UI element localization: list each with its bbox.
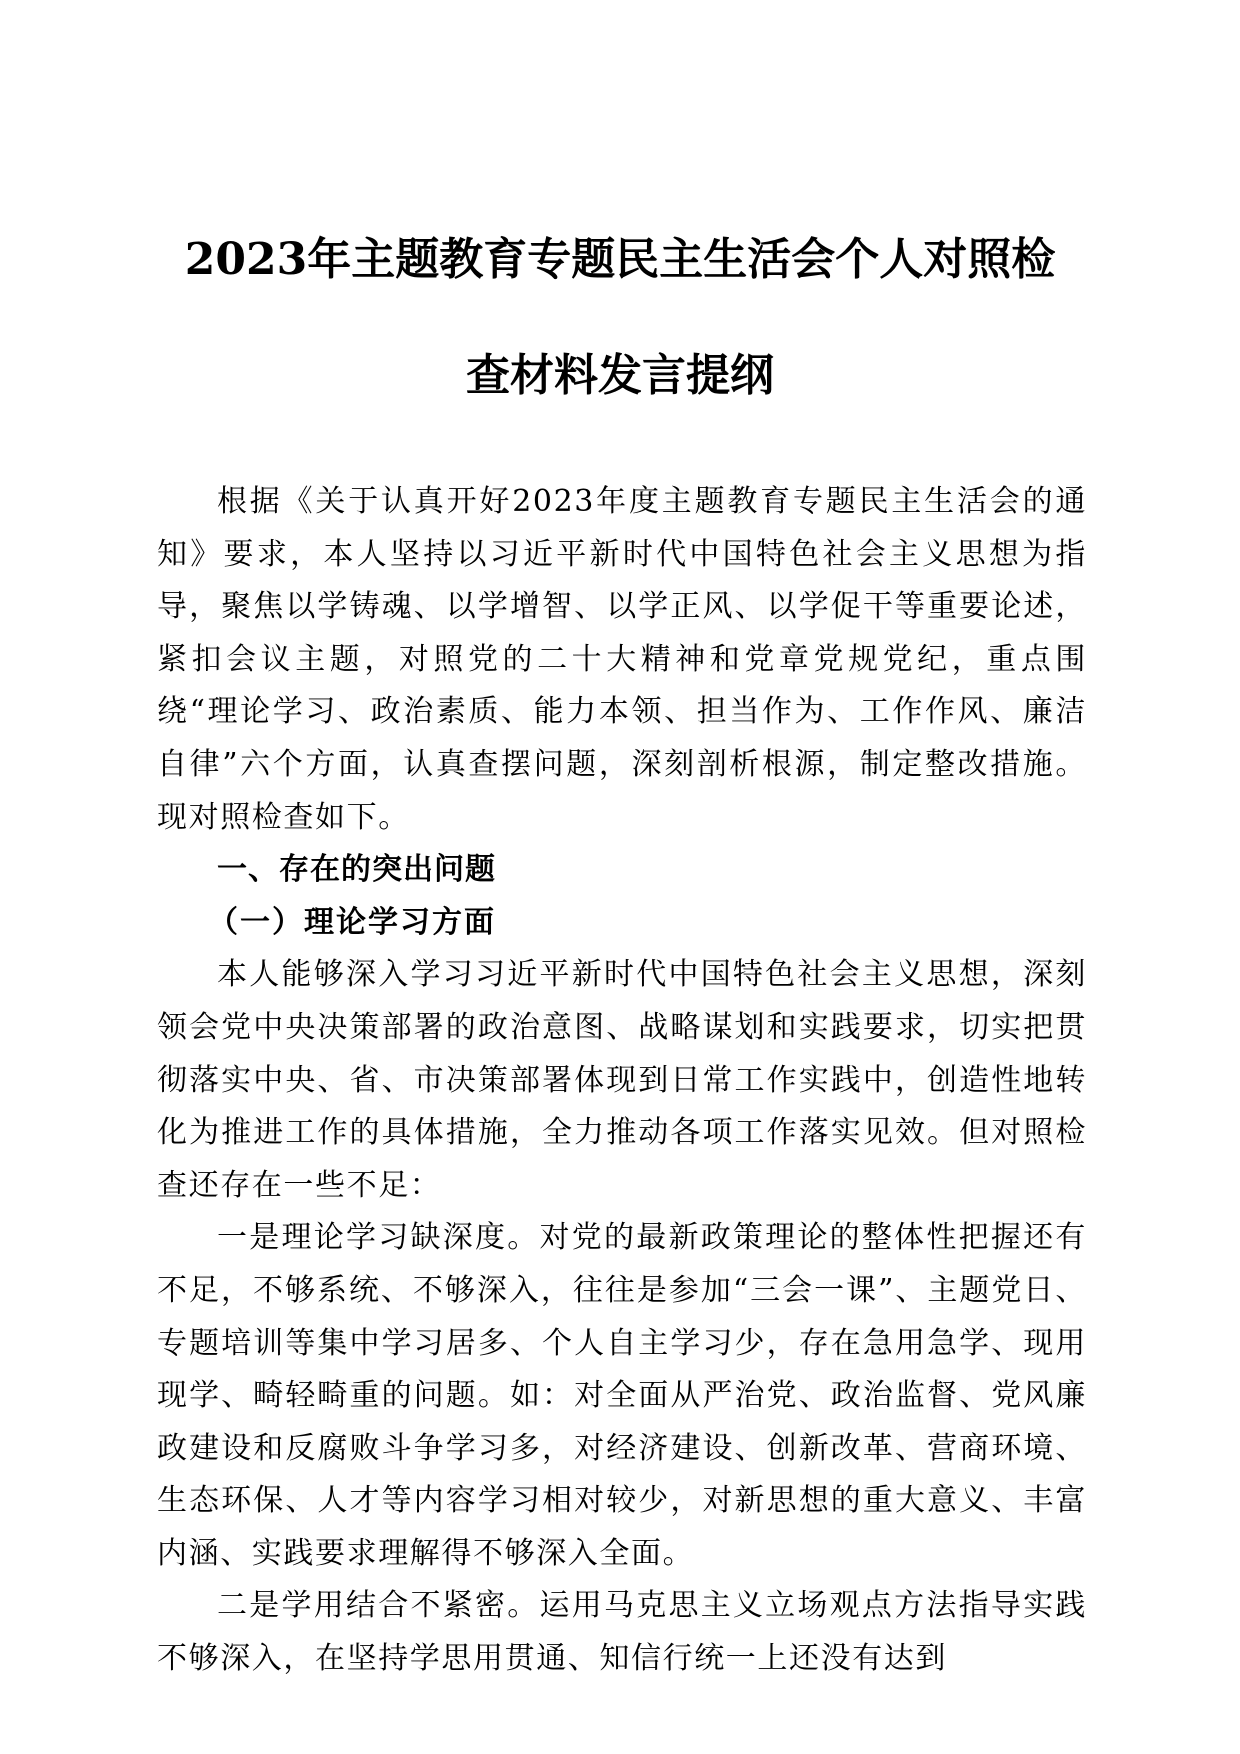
section-heading-problems: 一、存在的突出问题 [217, 852, 496, 888]
subsection-heading-theory-study: （一）理论学习方面 [208, 904, 496, 940]
point-one-paragraph: 一是理论学习缺深度。对党的最新政策理论的整体性把握还有不足，不够系统、不够深入，往往是参加“三会一课”、主题党日、专题培训等集中学习居多、个人自主学习少，存在急用急学、现用现学、畸轻畸重的问题。如：对全面从严治党、政治监督、党风廉政建设和反腐败斗争学习多，对经济建设、创新改革、营商环境、生态环保、人才等内容学习相对较少，对新思想的重大意义、丰富内涵、实践要求理解得不够深入全面。 [157, 1220, 1087, 1571]
document-title-line-2: 查材料发言提纲 [466, 350, 774, 401]
document-title-line-1: 2023年主题教育专题民主生活会个人对照检 [184, 234, 1056, 285]
overview-paragraph: 本人能够深入学习习近平新时代中国特色社会主义思想，深刻领会党中央决策部署的政治意图、战略谋划和实践要求，切实把贯彻落实中央、省、市决策部署体现到日常工作实践中，创造性地转化为推进工作的具体措施，全力推动各项工作落实见效。但对照检查还存在一些不足： [157, 957, 1087, 1203]
intro-paragraph: 根据《关于认真开好2023年度主题教育专题民主生活会的通知》要求，本人坚持以习近平新时代中国特色社会主义思想为指导，聚焦以学铸魂、以学增智、以学正风、以学促干等重要论述，紧扣会议主题，对照党的二十大精神和党章党规党纪，重点围绕“理论学习、政治素质、能力本领、担当作为、工作作风、廉洁自律”六个方面，认真查摆问题，深刻剖析根源，制定整改措施。现对照检查如下。 [157, 484, 1087, 835]
document-body [157, 476, 1087, 1686]
point-two-paragraph: 二是学用结合不紧密。运用马克思主义立场观点方法指导实践不够深入，在坚持学思用贯通、知信行统一上还没有达到 [157, 1588, 1087, 1677]
